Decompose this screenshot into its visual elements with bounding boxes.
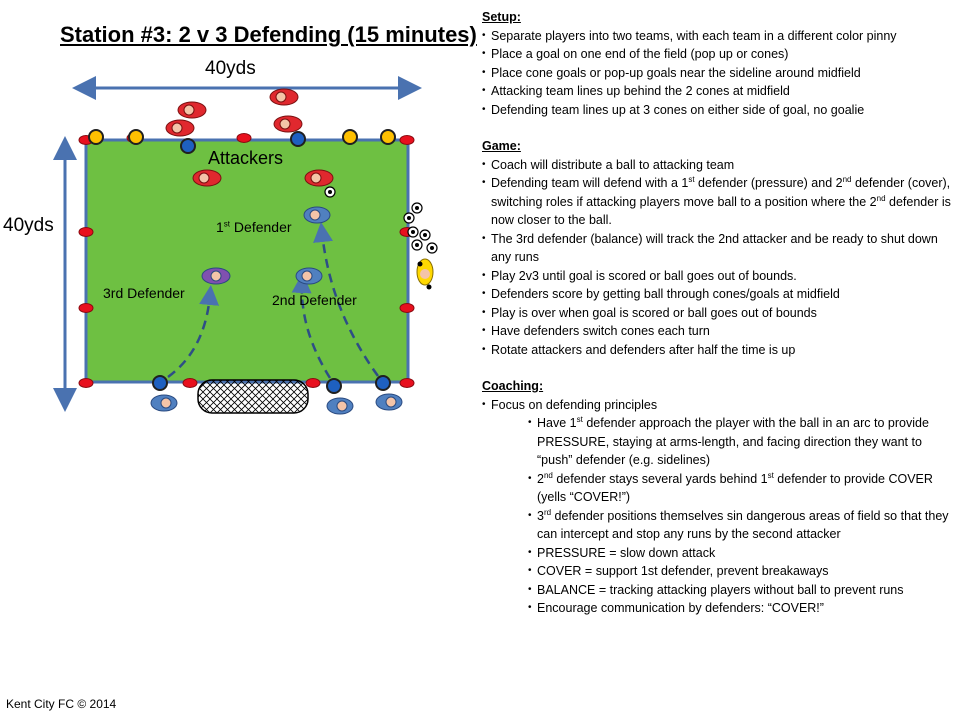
yellow-cone bbox=[381, 130, 395, 144]
blue-cone bbox=[153, 376, 167, 390]
ordinal-sup: st bbox=[576, 414, 583, 424]
text-run: 3 bbox=[537, 508, 544, 523]
game-item: • Defenders score by getting ball through cones/goals at midfield bbox=[482, 285, 952, 304]
defender-player bbox=[376, 394, 402, 410]
goal bbox=[198, 380, 308, 413]
defender1-sup: st bbox=[223, 219, 231, 229]
coaching-subitem bbox=[528, 470, 952, 507]
text-run: Have 1 bbox=[537, 416, 577, 430]
text-run: defender is now closer to the ball. bbox=[491, 194, 951, 227]
height-label: 40yds bbox=[3, 215, 54, 236]
ordinal-sup: nd bbox=[543, 470, 553, 480]
defender1-ord: 1 bbox=[216, 219, 224, 235]
soccer-ball bbox=[404, 213, 414, 223]
game-item: • Coach will distribute a ball to attacking team bbox=[482, 156, 952, 175]
text-run: defender (cover), switching roles if attacking players move ball to a position where the 2 bbox=[491, 176, 951, 209]
attacker-player bbox=[270, 89, 298, 105]
ordinal-sup: nd bbox=[842, 174, 852, 184]
setup-item: • Place a goal on one end of the field (pop up or cones) bbox=[482, 45, 952, 64]
red-cone bbox=[79, 304, 93, 313]
setup-item: • Separate players into two teams, with each team in a different color pinny bbox=[482, 27, 952, 46]
ordinal-sup: rd bbox=[543, 507, 552, 517]
game-item: • Have defenders switch cones each turn bbox=[482, 322, 952, 341]
red-cone bbox=[79, 379, 93, 388]
defender-player bbox=[296, 268, 322, 284]
defender3-label: 3rd Defender bbox=[103, 285, 185, 301]
drill-diagram bbox=[0, 0, 480, 720]
attacker-player bbox=[274, 116, 302, 132]
defender-player bbox=[304, 207, 330, 223]
soccer-ball bbox=[420, 230, 430, 240]
soccer-ball bbox=[408, 227, 418, 237]
soccer-ball bbox=[427, 243, 437, 253]
defender-player bbox=[151, 395, 177, 411]
ordinal-sup: st bbox=[767, 470, 774, 480]
attacker-player bbox=[193, 170, 221, 186]
text-run: defender (pressure) and 2 bbox=[694, 176, 843, 190]
red-cone bbox=[400, 379, 414, 388]
game-item bbox=[482, 174, 952, 230]
coaching-item: • Focus on defending principles bbox=[482, 396, 952, 415]
coaching-subitem: • COVER = support 1st defender, prevent breakaways bbox=[528, 562, 952, 581]
blue-cone bbox=[181, 139, 195, 153]
red-cone bbox=[237, 134, 251, 143]
game-item: • Play is over when goal is scored or ball goes out of bounds bbox=[482, 304, 952, 323]
red-cone bbox=[400, 136, 414, 145]
soccer-ball bbox=[325, 187, 335, 197]
setup-item: • Defending team lines up at 3 cones on either side of goal, no goalie bbox=[482, 101, 952, 120]
coaching-subitem: • BALANCE = tracking attacking players without ball to prevent runs bbox=[528, 581, 952, 600]
text-run: defender to provide COVER (yells “COVER!”) bbox=[537, 471, 933, 504]
defender-player bbox=[327, 398, 353, 414]
setup-item: • Place cone goals or pop-up goals near the sideline around midfield bbox=[482, 64, 952, 83]
soccer-ball bbox=[412, 240, 422, 250]
blue-cone bbox=[291, 132, 305, 146]
attacker-player bbox=[178, 102, 206, 118]
blue-cone bbox=[376, 376, 390, 390]
coaching-heading: Coaching: bbox=[482, 379, 544, 393]
instructions-panel bbox=[482, 8, 952, 618]
defender1-label bbox=[216, 219, 292, 235]
defender2-label: 2nd Defender bbox=[272, 292, 357, 308]
game-item: • The 3rd defender (balance) will track the 2nd attacker and be ready to shut down any runs bbox=[482, 230, 952, 267]
text-run: defender approach the player with the ball in an arc to provide PRESSURE, staying at arms-length, and facing direction they want to “push” defender (e.g. sidelines) bbox=[537, 416, 929, 467]
attacker-player bbox=[305, 170, 333, 186]
field-svg bbox=[0, 0, 480, 720]
defender1-text: Defender bbox=[233, 219, 292, 235]
width-label: 40yds bbox=[205, 58, 256, 79]
attackers-label: Attackers bbox=[208, 148, 284, 168]
ordinal-sup: nd bbox=[876, 193, 886, 203]
coach-player bbox=[417, 259, 433, 290]
defender-player-purple bbox=[202, 268, 230, 284]
setup-item: • Attacking team lines up behind the 2 cones at midfield bbox=[482, 82, 952, 101]
game-heading: Game: bbox=[482, 139, 521, 153]
red-cone bbox=[400, 304, 414, 313]
red-cone bbox=[79, 228, 93, 237]
setup-heading: Setup: bbox=[482, 10, 521, 24]
coaching-subitem bbox=[528, 507, 952, 544]
footer-copyright: Kent City FC © 2014 bbox=[6, 697, 117, 711]
yellow-cone bbox=[343, 130, 357, 144]
game-item: • Play 2v3 until goal is scored or ball goes out of bounds. bbox=[482, 267, 952, 286]
page-title: Station #3: 2 v 3 Defending (15 minutes) bbox=[60, 22, 477, 47]
blue-cone bbox=[327, 379, 341, 393]
red-cone bbox=[183, 379, 197, 388]
yellow-cone bbox=[89, 130, 103, 144]
red-cone bbox=[306, 379, 320, 388]
soccer-ball bbox=[412, 203, 422, 213]
text-run: Defending team will defend with a 1 bbox=[491, 176, 689, 190]
coaching-subitem bbox=[528, 414, 952, 470]
ordinal-sup: st bbox=[688, 174, 695, 184]
yellow-cone bbox=[129, 130, 143, 144]
coaching-subitem: • Encourage communication by defenders: “COVER!” bbox=[528, 599, 952, 618]
game-item: • Rotate attackers and defenders after half the time is up bbox=[482, 341, 952, 360]
coaching-subitem: • PRESSURE = slow down attack bbox=[528, 544, 952, 563]
attacker-player bbox=[166, 120, 194, 136]
text-run: defender positions themselves sin dangerous areas of field so that they can intercept and stop any runs by the second attacker bbox=[537, 508, 949, 541]
text-run: 2 bbox=[537, 471, 544, 486]
text-run: defender stays several yards behind 1 bbox=[552, 471, 768, 486]
